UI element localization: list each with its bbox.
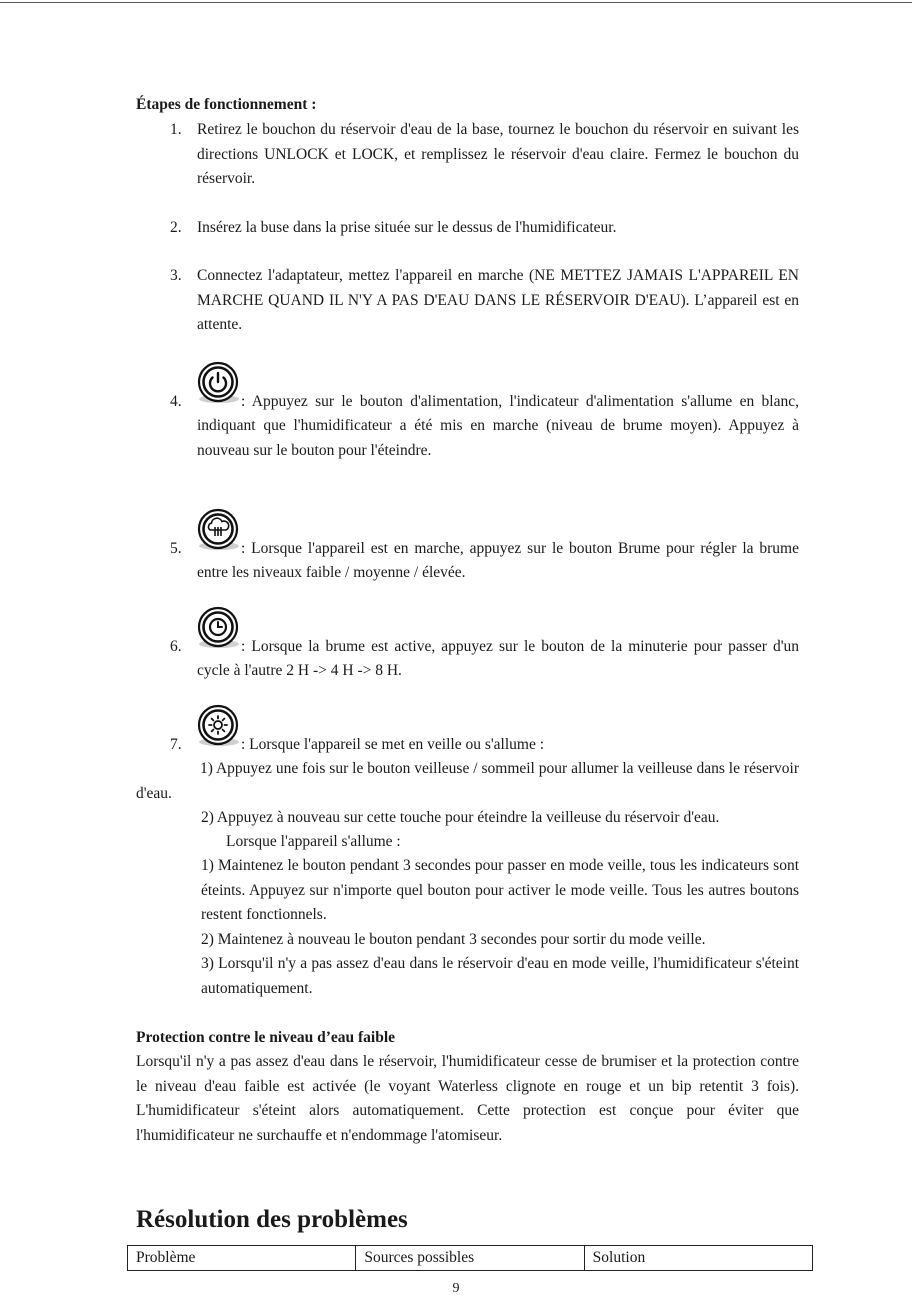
troubleshooting-table xyxy=(127,1245,813,1271)
power-icon xyxy=(196,361,240,405)
step-text: Connectez l'adaptateur, mettez l'appareil en marche (NE METTEZ JAMAIS L'APPAREIL EN MARCHE QUAND IL N'Y A PAS D'EAU DANS LE RÉSERVOIR D'EAU). L’appareil est en attente. xyxy=(197,267,799,333)
top-rule xyxy=(0,2,912,3)
step-text: entre les niveaux faible / moyenne / élevée. xyxy=(197,564,466,581)
table-header-cell: Solution xyxy=(584,1246,812,1271)
table-header-cell: Problème xyxy=(128,1246,356,1271)
step7-detail: 1) Appuyez une fois sur le bouton veilleuse / sommeil pour allumer la veilleuse dans le réservoir d'eau. xyxy=(136,760,799,802)
step-text: indiquant que l'humidificateur a été mis en marche (niveau de brume moyen). Appuyez à nouveau sur le bouton pour l'éteindre. xyxy=(197,417,799,459)
section-title: Étapes de fonctionnement : xyxy=(136,96,317,113)
page-number: 9 xyxy=(452,1281,460,1296)
protection-title: Protection contre le niveau d’eau faible xyxy=(136,1029,396,1046)
table-header-row xyxy=(128,1246,813,1271)
step-number: 7. xyxy=(170,736,182,753)
step-text: Insérez la buse dans la prise située sur le dessus de l'humidificateur. xyxy=(197,219,617,236)
timer-icon xyxy=(196,606,240,650)
step7-detail: 2) Appuyez à nouveau sur cette touche pour éteindre la veilleuse du réservoir d'eau. xyxy=(201,809,720,826)
protection-text: Lorsqu'il n'y a pas assez d'eau dans le réservoir, l'humidificateur cesse de brumiser et la protection contre le niveau d'eau faible est activée (le voyant Waterless clignote en rouge et un bip retentit 3 fois). L'humidificateur s'éteint alors automatiquement. Cette protection est conçue pour éviter que l'humidificateur ne surchauffe et n'endommage l'atomiseur. xyxy=(136,1053,799,1144)
table-header-cell: Sources possibles xyxy=(356,1246,584,1271)
step-number: 3. xyxy=(170,267,182,284)
step7-detail: 3) Lorsqu'il n'y a pas assez d'eau dans le réservoir d'eau en mode veille, l'humidificateur s'éteint automatiquement. xyxy=(201,955,799,997)
step-number: 5. xyxy=(170,540,182,557)
step7-detail: 2) Maintenez à nouveau le bouton pendant 3 secondes pour sortir du mode veille. xyxy=(201,931,706,948)
step7-subheading: Lorsque l'appareil s'allume : xyxy=(226,833,401,850)
troubleshooting-title: Résolution des problèmes xyxy=(136,1206,408,1233)
step-text-first-line: : Lorsque la brume est active, appuyez sur le bouton de la minuterie pour passer d'un xyxy=(241,638,799,655)
step-text: cycle à l'autre 2 H -> 4 H -> 8 H. xyxy=(197,662,402,679)
step-number: 1. xyxy=(170,121,182,138)
step-text-first-line: : Appuyez sur le bouton d'alimentation, l'indicateur d'alimentation s'allume en blanc, xyxy=(241,393,799,410)
step-number: 4. xyxy=(170,393,182,410)
mist-icon xyxy=(196,508,240,552)
step-number: 2. xyxy=(170,219,182,236)
step-number: 6. xyxy=(170,638,182,655)
step7-detail: 1) Maintenez le bouton pendant 3 secondes pour passer en mode veille, tous les indicateurs sont éteints. Appuyez sur n'importe quel bouton pour activer le mode veille. Tous les autres boutons restent fonctionnels. xyxy=(201,857,799,923)
step-text-first-line: : Lorsque l'appareil est en marche, appuyez sur le bouton Brume pour régler la brume xyxy=(241,540,799,557)
night-light-icon xyxy=(196,704,240,748)
step-text-first-line: : Lorsque l'appareil se met en veille ou s'allume : xyxy=(241,736,545,753)
step-text: Retirez le bouchon du réservoir d'eau de la base, tournez le bouchon du réservoir en suivant les directions UNLOCK et LOCK, et remplissez le réservoir d'eau claire. Fermez le bouchon du réservoir. xyxy=(197,121,799,187)
